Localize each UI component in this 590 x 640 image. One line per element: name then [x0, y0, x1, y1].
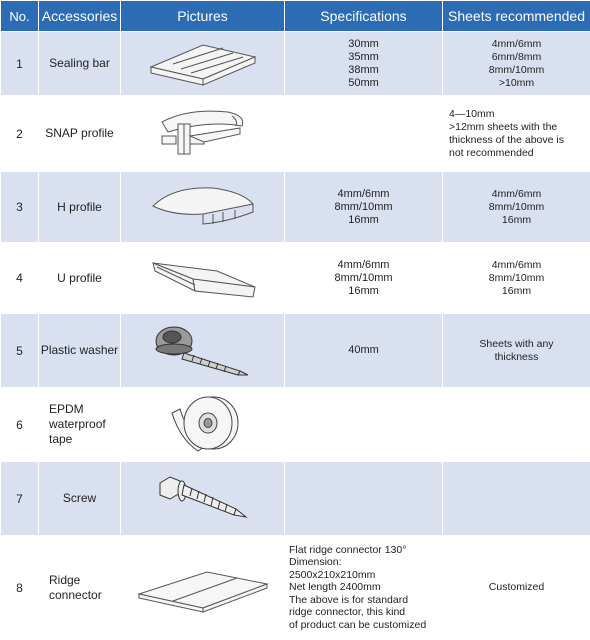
- specifications-cell: [285, 172, 443, 243]
- accessory-name-line: EPDM: [49, 402, 84, 416]
- header-no: No.: [1, 1, 39, 32]
- sheets-cell: [443, 462, 590, 536]
- spec-line: 40mm: [348, 344, 379, 356]
- table-row: [1, 462, 590, 536]
- sheet-line: 4mm/6mm: [491, 37, 542, 50]
- spec-line: 50mm: [348, 76, 379, 89]
- spec-line: Flat ridge connector 130°: [289, 543, 407, 556]
- sheet-line: 8mm/10mm: [488, 271, 545, 284]
- row-number: 2: [1, 96, 39, 172]
- specifications-cell: [285, 536, 443, 640]
- sheets-cell: [443, 243, 590, 314]
- picture-cell: [121, 32, 285, 96]
- spec-line: Net length 2400mm: [289, 581, 381, 594]
- u-profile-icon: [143, 251, 263, 305]
- sheet-line: 4—10mm: [449, 107, 495, 120]
- spec-line: 16mm: [348, 213, 379, 226]
- picture-cell: [121, 96, 285, 172]
- accessory-name-line: connector: [49, 587, 102, 602]
- sheet-line: 8mm/10mm: [488, 63, 545, 76]
- spec-line: 38mm: [348, 63, 379, 76]
- sheet-line: thickness: [494, 350, 539, 363]
- row-number: 4: [1, 243, 39, 314]
- screw-icon: [148, 469, 258, 529]
- spec-line: 4mm/6mm: [337, 187, 390, 200]
- table-row: [1, 388, 590, 462]
- sheet-line: 16mm: [501, 213, 532, 226]
- specifications-cell: [285, 32, 443, 96]
- accessory-name: [39, 172, 121, 243]
- spec-line: 35mm: [348, 50, 379, 63]
- specifications-cell: [285, 388, 443, 462]
- specifications-cell: [285, 314, 443, 388]
- accessory-name-line: U profile: [57, 270, 102, 285]
- accessory-name-line: H profile: [57, 199, 102, 214]
- sheet-line: 16mm: [501, 284, 532, 297]
- accessory-name: [39, 388, 121, 462]
- snap-profile-icon: [148, 102, 258, 166]
- picture-cell: [121, 314, 285, 388]
- table-row: [1, 32, 590, 96]
- spec-line: 4mm/6mm: [337, 258, 390, 271]
- table-row: [1, 243, 590, 314]
- accessory-name-line: Sealing bar: [49, 56, 110, 70]
- accessory-name-line: tape: [49, 432, 73, 446]
- accessory-name-line: waterproof: [49, 417, 106, 431]
- table-row: [1, 172, 590, 243]
- spec-line: 2500x210x210mm: [289, 568, 376, 581]
- table-row: [1, 536, 590, 640]
- sheet-line: Sheets with any: [479, 337, 554, 350]
- accessory-name: [39, 96, 121, 172]
- spec-line: 8mm/10mm: [334, 271, 393, 284]
- sheet-line: >10mm: [498, 76, 535, 89]
- spec-line: of product can be customized: [289, 618, 427, 631]
- sheet-line: 8mm/10mm: [488, 200, 545, 213]
- row-number: 8: [1, 536, 39, 640]
- sheet-line: 4mm/6mm: [491, 187, 542, 200]
- row-number: 7: [1, 462, 39, 536]
- sheet-line: thickness of the above is: [449, 133, 564, 146]
- sheets-cell: [443, 96, 590, 172]
- row-number: 3: [1, 172, 39, 243]
- specifications-cell: [285, 96, 443, 172]
- sheets-cell: [443, 172, 590, 243]
- sheets-cell: [443, 314, 590, 388]
- specifications-cell: [285, 243, 443, 314]
- row-number: 6: [1, 388, 39, 462]
- header-accessories: Accessories: [39, 1, 121, 32]
- header-row: [1, 1, 590, 32]
- table-row: [1, 314, 590, 388]
- tape-roll-icon: [158, 393, 248, 457]
- spec-line: 30mm: [348, 37, 379, 50]
- sheet-line: >12mm sheets with the: [449, 120, 558, 133]
- picture-cell: [121, 172, 285, 243]
- row-number: 1: [1, 32, 39, 96]
- accessory-name-line: SNAP profile: [45, 126, 114, 140]
- accessory-name-line: Ridge: [49, 572, 81, 587]
- accessory-name-line: Screw: [62, 491, 97, 505]
- spec-line: 16mm: [348, 284, 379, 297]
- picture-cell: [121, 536, 285, 640]
- sheet-line: 6mm/8mm: [491, 50, 542, 63]
- sealing-bar-icon: [143, 39, 263, 89]
- accessory-name-line: Plastic washer: [40, 343, 119, 357]
- specifications-cell: [285, 462, 443, 536]
- table-row: [1, 96, 590, 172]
- accessory-name: [39, 462, 121, 536]
- sheet-line: 4mm/6mm: [491, 258, 542, 271]
- accessory-name: [39, 536, 121, 640]
- h-profile-icon: [143, 180, 263, 234]
- accessory-name: [39, 314, 121, 388]
- accessory-name: [39, 32, 121, 96]
- header-specifications: Specifications: [285, 1, 443, 32]
- spec-line: 8mm/10mm: [334, 200, 393, 213]
- spec-line: ridge connector, this kind: [289, 606, 406, 619]
- row-number: 5: [1, 314, 39, 388]
- sheet-line: Customized: [488, 581, 545, 593]
- sheet-line: not recommended: [449, 146, 534, 159]
- sheets-cell: [443, 388, 590, 462]
- sheets-cell: [443, 32, 590, 96]
- plastic-washer-icon: [148, 319, 258, 383]
- ridge-connector-icon: [133, 558, 273, 618]
- accessory-name: [39, 243, 121, 314]
- spec-line: Dimension:: [289, 556, 342, 569]
- picture-cell: [121, 243, 285, 314]
- picture-cell: [121, 462, 285, 536]
- spec-line: The above is for standard: [289, 593, 409, 606]
- picture-cell: [121, 388, 285, 462]
- header-pictures: Pictures: [121, 1, 285, 32]
- sheets-cell: [443, 536, 590, 640]
- header-sheets-recommended: Sheets recommended: [443, 1, 590, 32]
